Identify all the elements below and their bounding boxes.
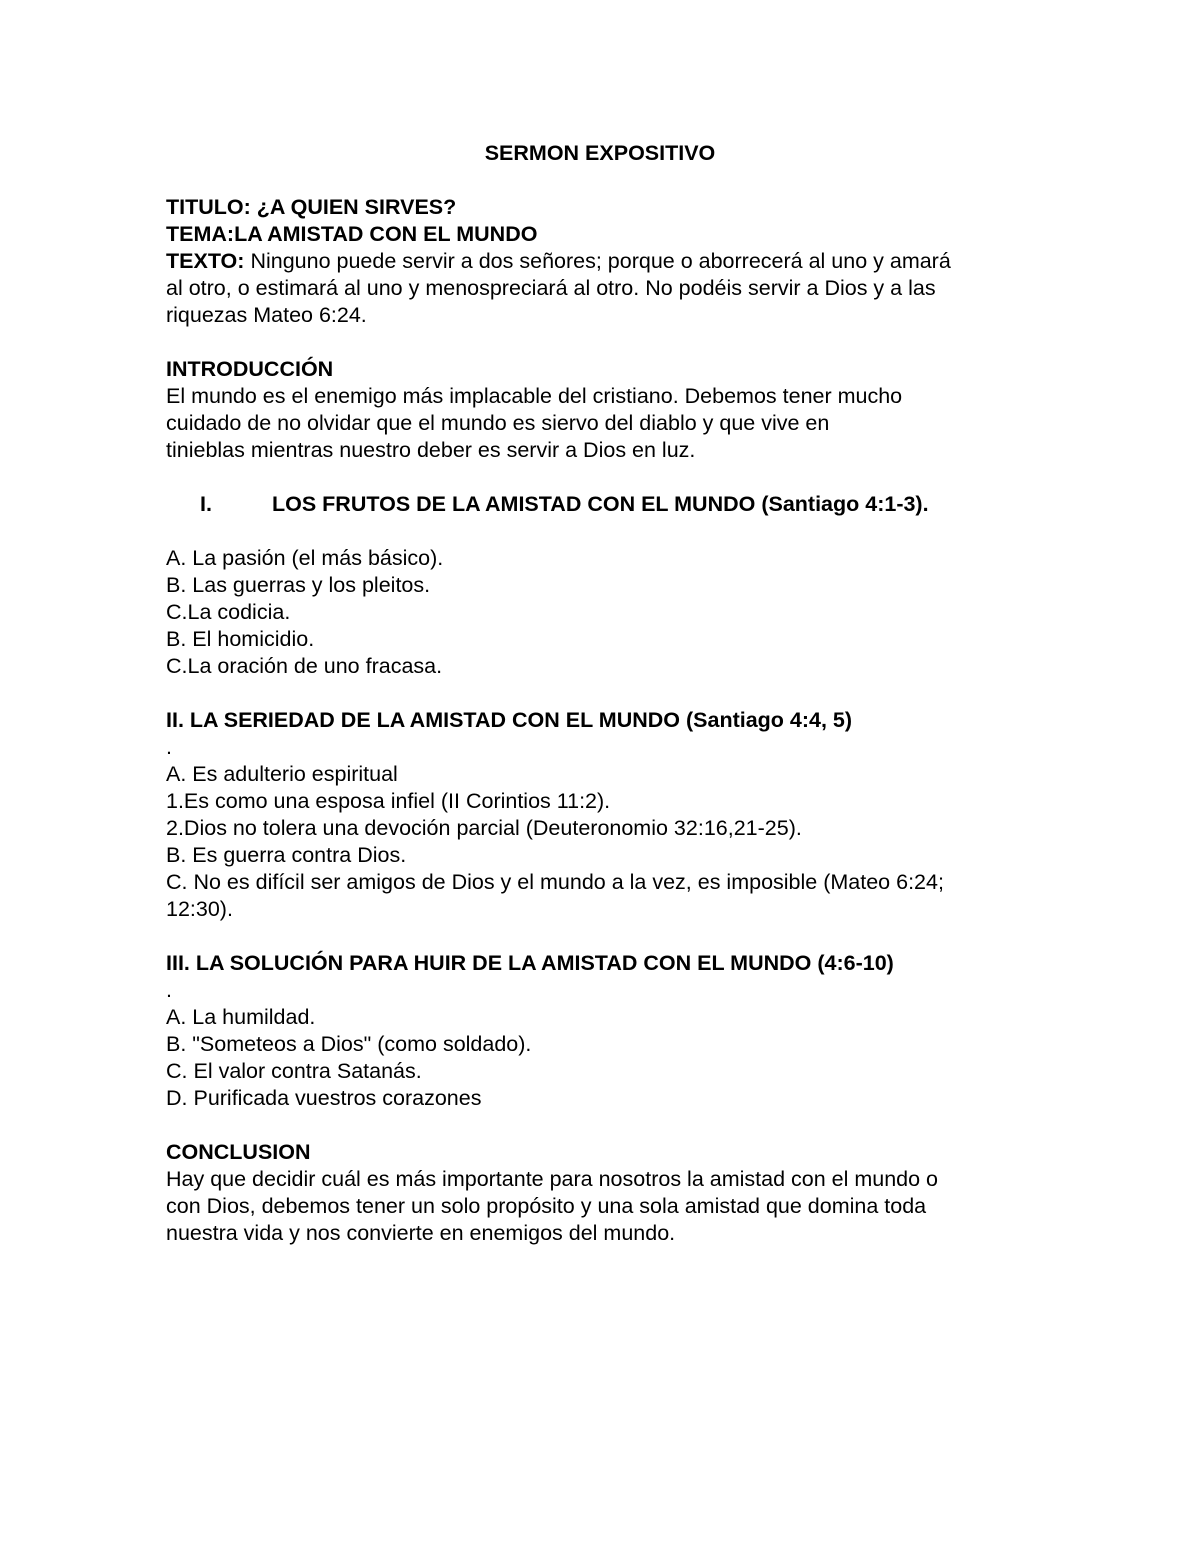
introduccion-line-1: El mundo es el enemigo más implacable del cristiano. Debemos tener mucho	[166, 384, 903, 408]
conclusion-title: CONCLUSION	[166, 1140, 311, 1164]
section1-heading	[166, 491, 1046, 518]
titulo-line: TITULO: ¿A QUIEN SIRVES?	[166, 195, 457, 219]
section2-item: B. Es guerra contra Dios.	[166, 843, 407, 867]
conclusion-line-3: nuestra vida y nos convierte en enemigos del mundo.	[166, 1221, 676, 1245]
section3-item: A. La humildad.	[166, 1005, 316, 1029]
section1-item: C.La codicia.	[166, 600, 291, 624]
tema-line: TEMA:LA AMISTAD CON EL MUNDO	[166, 222, 538, 246]
introduccion-title: INTRODUCCIÓN	[166, 357, 334, 381]
introduccion-line-2: cuidado de no olvidar que el mundo es siervo del diablo y que vive en	[166, 411, 830, 435]
section2-item: A. Es adulterio espiritual	[166, 762, 398, 786]
section2-dot: .	[166, 735, 172, 759]
section2-item: C. No es difícil ser amigos de Dios y el mundo a la vez, es imposible (Mateo 6:24;	[166, 870, 944, 894]
section2-item: 12:30).	[166, 897, 233, 921]
document-heading: SERMON EXPOSITIVO	[484, 141, 716, 165]
section1-item: B. Las guerras y los pleitos.	[166, 573, 431, 597]
section3-title: III. LA SOLUCIÓN PARA HUIR DE LA AMISTAD CON EL MUNDO (4:6-10)	[166, 951, 894, 975]
section3-item: B. "Someteos a Dios" (como soldado).	[166, 1032, 532, 1056]
section3-dot: .	[166, 978, 172, 1002]
texto-line-1-text: Ninguno puede servir a dos señores; porque o aborrecerá al uno y amará	[250, 249, 951, 273]
section2-item: 2.Dios no tolera una devoción parcial (Deuteronomio 32:16,21-25).	[166, 816, 802, 840]
texto-line-2: al otro, o estimará al uno y menospreciará al otro. No podéis servir a Dios y a las	[166, 276, 936, 300]
section1-title: LOS FRUTOS DE LA AMISTAD CON EL MUNDO (Santiago 4:1-3).	[272, 492, 929, 516]
conclusion-line-2: con Dios, debemos tener un solo propósito y una sola amistad que domina toda	[166, 1194, 927, 1218]
section1-item: B. El homicidio.	[166, 627, 315, 651]
section1-item: C.La oración de uno fracasa.	[166, 654, 443, 678]
section3-item: C. El valor contra Satanás.	[166, 1059, 422, 1083]
section1-item: A. La pasión (el más básico).	[166, 546, 444, 570]
texto-line-1	[166, 248, 1046, 275]
texto-label: TEXTO:	[166, 249, 245, 273]
section3-item: D. Purificada vuestros corazones	[166, 1086, 482, 1110]
conclusion-line-1: Hay que decidir cuál es más importante para nosotros la amistad con el mundo o	[166, 1167, 939, 1191]
texto-line-3: riquezas Mateo 6:24.	[166, 303, 367, 327]
section2-item: 1.Es como una esposa infiel (II Corintios 11:2).	[166, 789, 611, 813]
introduccion-line-3: tinieblas mientras nuestro deber es servir a Dios en luz.	[166, 438, 696, 462]
section2-title: II. LA SERIEDAD DE LA AMISTAD CON EL MUNDO (Santiago 4:4, 5)	[166, 708, 853, 732]
section1-number: I.	[200, 492, 212, 516]
